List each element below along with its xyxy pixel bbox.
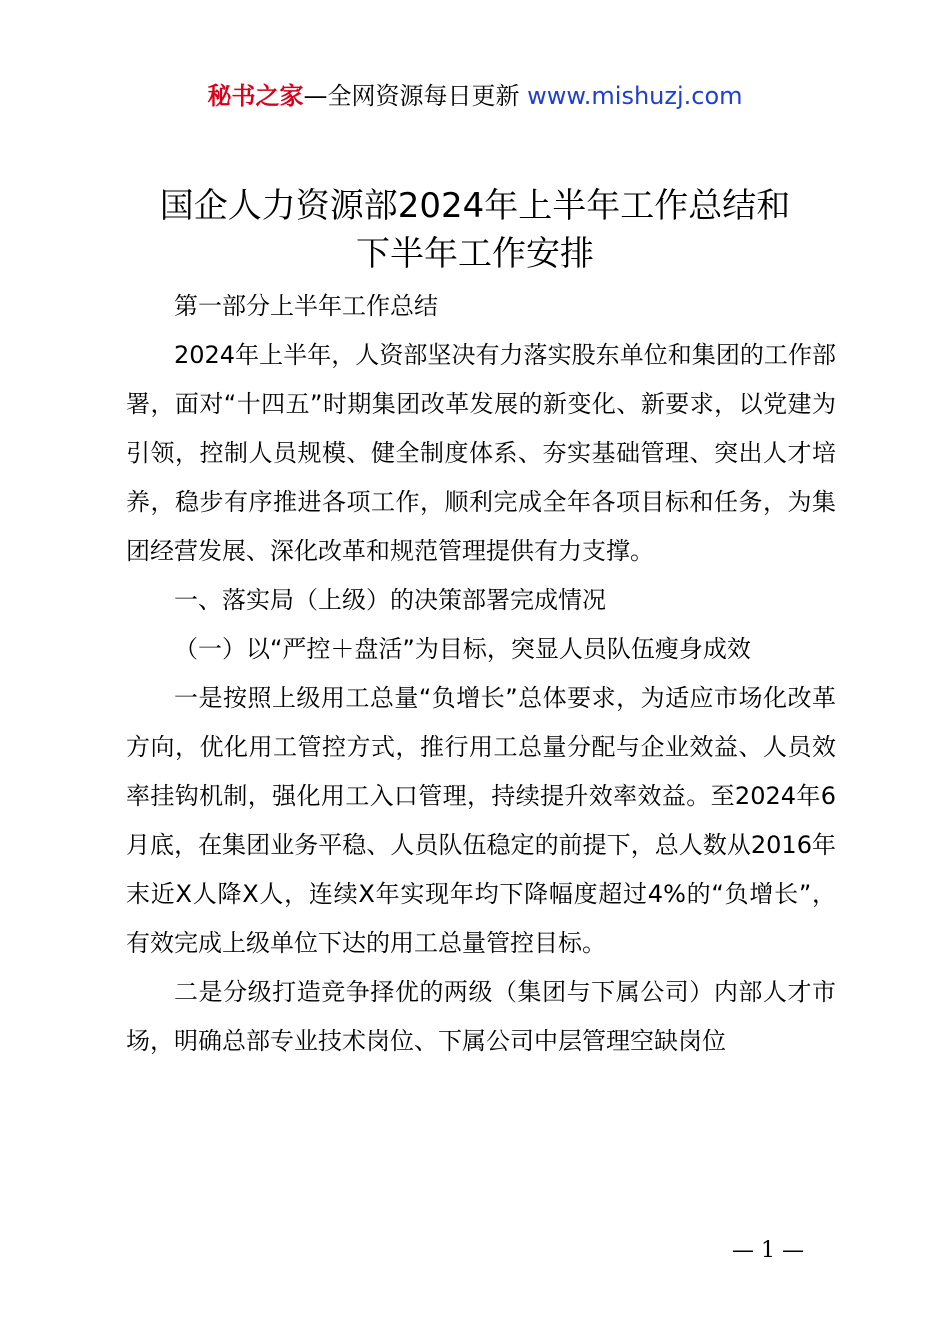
document-body — [126, 282, 836, 1066]
paragraph: 一是按照上级用工总量“负增长”总体要求，为适应市场化改革方向，优化用工管控方式，推行用工总量分配与企业效益、人员效率挂钩机制，强化用工入口管理，持续提升效率效益。至2024年6月底，在集团业务平稳、人员队伍稳定的前提下，总人数从2016年末近X人降X人，连续X年实现年均下降幅度超过4%的“负增长”，有效完成上级单位下达的用工总量管控目标。 — [126, 684, 836, 957]
section-heading: 第一部分上半年工作总结 — [174, 292, 438, 320]
paragraph: 2024年上半年，人资部坚决有力落实股东单位和集团的工作部署，面对“十四五”时期集团改革发展的新变化、新要求，以党建为引领，控制人员规模、健全制度体系、夯实基础管理、突出人才培养，稳步有序推进各项工作，顺利完成全年各项目标和任务，为集团经营发展、深化改革和规范管理提供有力支撑。 — [126, 341, 836, 565]
document-title — [100, 182, 850, 278]
brand-name: 秘书之家 — [207, 82, 304, 110]
paragraph: 二是分级打造竞争择优的两级（集团与下属公司）内部人才市场，明确总部专业技术岗位、下属公司中层管理空缺岗位 — [126, 978, 836, 1055]
title-line-2: 下半年工作安排 — [356, 234, 594, 274]
title-line-1: 国企人力资源部2024年上半年工作总结和 — [159, 186, 791, 226]
page-number: — 1 — — [732, 1238, 804, 1263]
site-header — [0, 80, 950, 112]
subsection-heading: 一、落实局（上级）的决策部署完成情况 — [174, 586, 606, 614]
subsection-heading: （一）以“严控＋盘活”为目标，突显人员队伍瘦身成效 — [174, 635, 751, 663]
header-tagline: —全网资源每日更新 — [303, 82, 528, 110]
website-link[interactable]: www.mishuzj.com — [527, 82, 743, 110]
